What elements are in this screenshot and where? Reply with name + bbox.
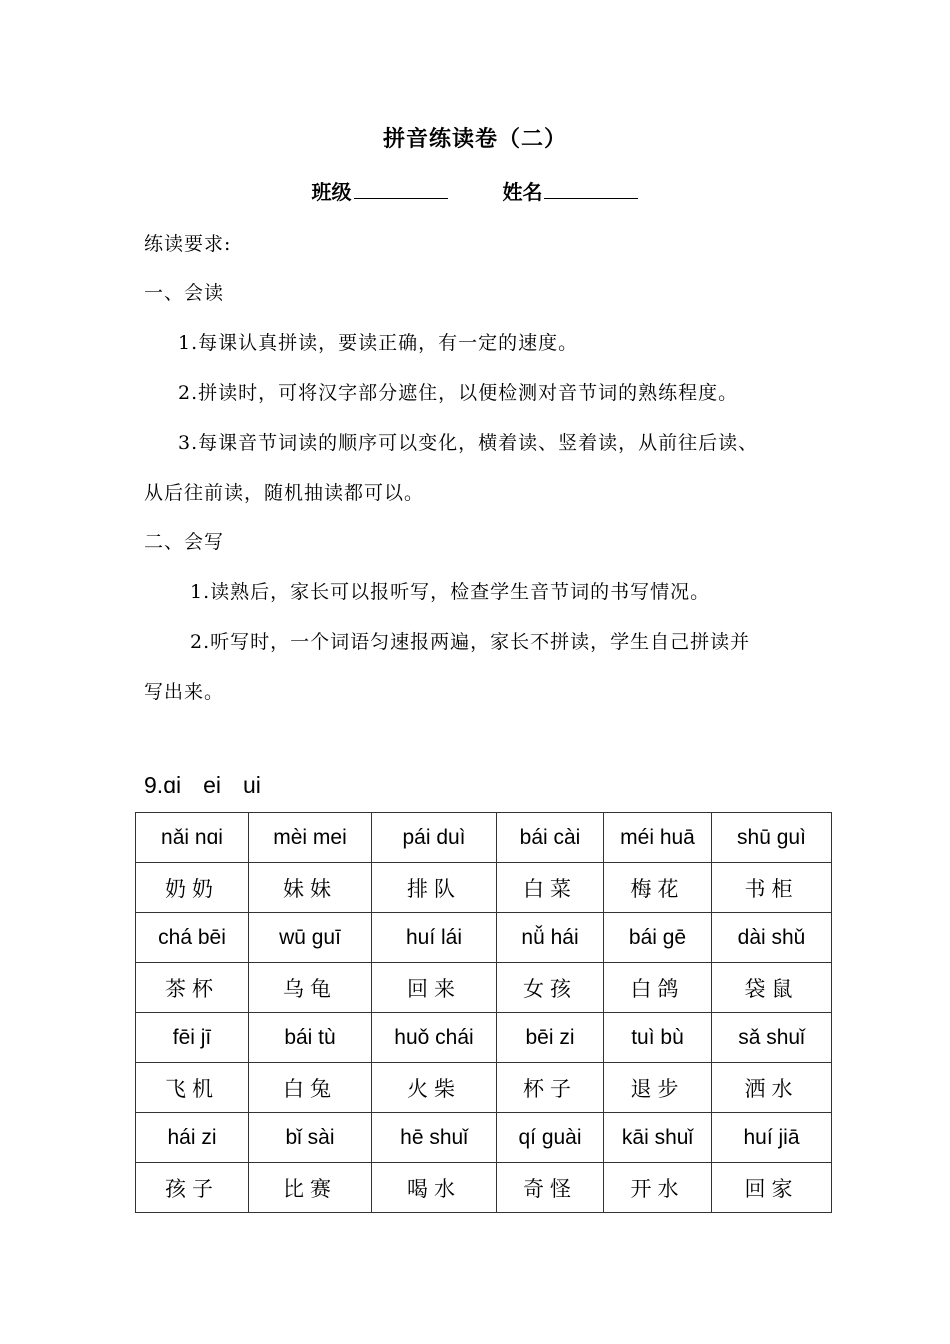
pinyin-cell: sǎ shuǐ: [712, 1013, 832, 1063]
pinyin-cell: kāi shuǐ: [604, 1113, 712, 1163]
hanzi-cell: 袋鼠: [712, 963, 832, 1013]
hanzi-cell: 茶杯: [136, 963, 249, 1013]
pinyin-cell: dài shǔ: [712, 913, 832, 963]
hanzi-cell: 女孩: [497, 963, 604, 1013]
section-write-heading: 二、会写: [144, 531, 225, 553]
name-blank[interactable]: [544, 178, 638, 199]
class-label: 班级: [311, 180, 352, 204]
name-field: [502, 176, 638, 205]
unit-number: 9.: [144, 772, 164, 798]
pinyin-cell: chá bēi: [136, 913, 249, 963]
pinyin-row: [136, 1113, 832, 1163]
hanzi-cell: 回来: [372, 963, 497, 1013]
pinyin-cell: bái gē: [604, 913, 712, 963]
name-label: 姓名: [502, 180, 543, 204]
pinyin-cell: hái zi: [136, 1113, 249, 1163]
pinyin-cell: shū guì: [712, 813, 832, 863]
read-rule-1: 1.每课认真拼读，要读正确，有一定的速度。: [178, 332, 579, 354]
unit-final: ui: [243, 772, 261, 798]
hanzi-row: [136, 1163, 832, 1213]
pinyin-row: [136, 813, 832, 863]
unit-heading: [144, 772, 283, 799]
pinyin-cell: huí jiā: [712, 1113, 832, 1163]
hanzi-cell: 白鸽: [604, 963, 712, 1013]
pinyin-cell: bái tù: [249, 1013, 372, 1063]
section-read-heading: 一、会读: [144, 282, 225, 304]
hanzi-row: [136, 863, 832, 913]
write-rule-1: 1.读熟后，家长可以报听写，检查学生音节词的书写情况。: [190, 581, 711, 603]
instructions-heading: 练读要求:: [144, 233, 232, 255]
write-rule-2-cont: 写出来。: [144, 681, 225, 703]
pinyin-cell: bǐ sài: [249, 1113, 372, 1163]
pinyin-cell: nǚ hái: [497, 913, 604, 963]
pinyin-cell: huí lái: [372, 913, 497, 963]
hanzi-cell: 奇怪: [497, 1163, 604, 1213]
class-field: [312, 176, 448, 205]
pinyin-cell: wū guī: [249, 913, 372, 963]
unit-final: ɑi: [163, 772, 182, 798]
pinyin-cell: pái duì: [372, 813, 497, 863]
read-rule-3-cont: 从后往前读，随机抽读都可以。: [144, 482, 425, 504]
hanzi-cell: 白兔: [249, 1063, 372, 1113]
hanzi-cell: 火柴: [372, 1063, 497, 1113]
hanzi-cell: 梅花: [604, 863, 712, 913]
hanzi-cell: 白菜: [497, 863, 604, 913]
hanzi-cell: 退步: [604, 1063, 712, 1113]
hanzi-cell: 奶奶: [136, 863, 249, 913]
pinyin-row: [136, 1013, 832, 1063]
class-blank[interactable]: [354, 178, 448, 199]
hanzi-cell: 书柜: [712, 863, 832, 913]
pinyin-cell: méi huā: [604, 813, 712, 863]
pinyin-cell: qí guài: [497, 1113, 604, 1163]
student-info: [0, 176, 950, 205]
pinyin-cell: bái cài: [497, 813, 604, 863]
hanzi-cell: 乌龟: [249, 963, 372, 1013]
hanzi-cell: 回家: [712, 1163, 832, 1213]
hanzi-cell: 杯子: [497, 1063, 604, 1113]
write-rule-2: 2.听写时，一个词语匀速报两遍，家长不拼读，学生自己拼读并: [190, 631, 751, 653]
hanzi-cell: 妹妹: [249, 863, 372, 913]
hanzi-row: [136, 963, 832, 1013]
pinyin-cell: mèi mei: [249, 813, 372, 863]
read-rule-2: 2.拼读时，可将汉字部分遮住，以便检测对音节词的熟练程度。: [178, 382, 739, 404]
read-rule-3: 3.每课音节词读的顺序可以变化，横着读、竖着读，从前往后读、: [178, 432, 759, 454]
page-title: 拼音练读卷（二）: [382, 126, 567, 152]
hanzi-cell: 比赛: [249, 1163, 372, 1213]
hanzi-cell: 孩子: [136, 1163, 249, 1213]
hanzi-cell: 开水: [604, 1163, 712, 1213]
pinyin-cell: hē shuǐ: [372, 1113, 497, 1163]
hanzi-cell: 喝水: [372, 1163, 497, 1213]
pinyin-cell: bēi zi: [497, 1013, 604, 1063]
unit-final: ei: [203, 772, 221, 798]
hanzi-cell: 飞机: [136, 1063, 249, 1113]
hanzi-cell: 排队: [372, 863, 497, 913]
pinyin-cell: tuì bù: [604, 1013, 712, 1063]
pinyin-row: [136, 913, 832, 963]
pinyin-cell: nǎi nɑi: [136, 813, 249, 863]
hanzi-cell: 洒水: [712, 1063, 832, 1113]
hanzi-row: [136, 1063, 832, 1113]
pinyin-cell: huǒ chái: [372, 1013, 497, 1063]
word-table: [135, 812, 832, 1213]
pinyin-cell: fēi jī: [136, 1013, 249, 1063]
